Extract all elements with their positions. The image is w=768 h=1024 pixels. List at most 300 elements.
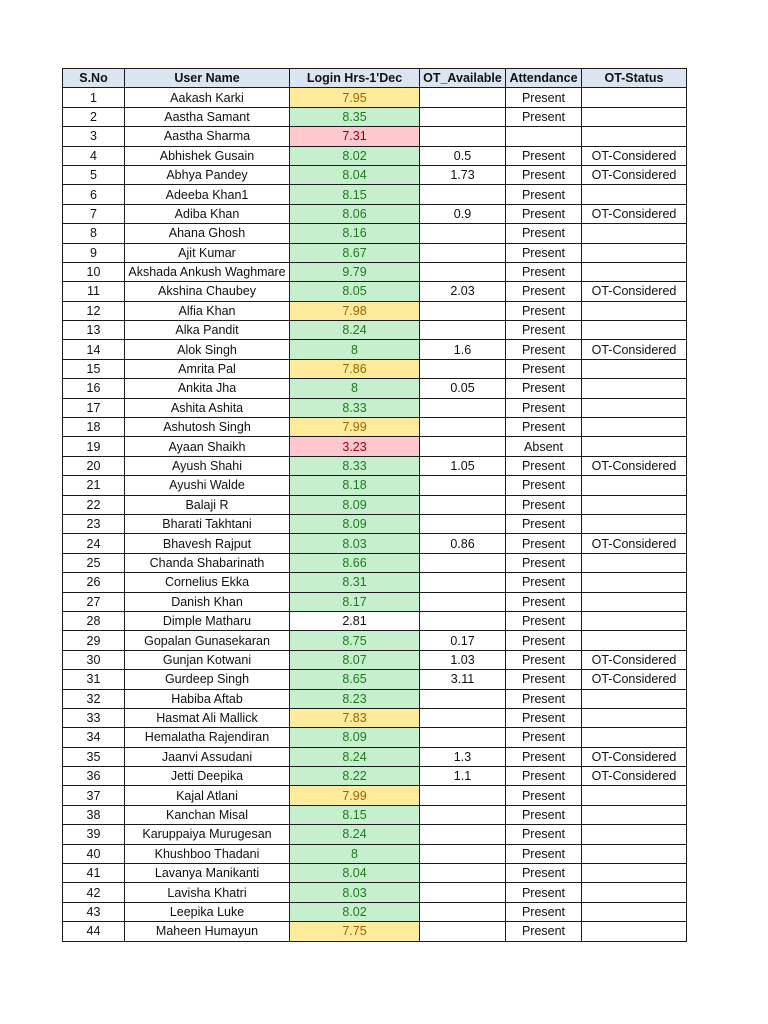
header-sno[interactable]: S.No <box>63 69 125 88</box>
table-row <box>63 611 687 630</box>
cell-user-name[interactable]: Ayaan Shaikh <box>125 437 290 456</box>
cell-ot-status[interactable] <box>582 418 687 437</box>
cell-ot-status[interactable]: OT-Considered <box>582 767 687 786</box>
cell-ot-available[interactable] <box>420 825 506 844</box>
cell-user-name[interactable]: Alka Pandit <box>125 321 290 340</box>
cell-sno[interactable]: 24 <box>63 534 125 553</box>
cell-sno[interactable]: 17 <box>63 398 125 417</box>
cell-user-name[interactable]: Ankita Jha <box>125 379 290 398</box>
cell-ot-available[interactable] <box>420 883 506 902</box>
cell-login-hrs[interactable]: 8.03 <box>290 534 420 553</box>
cell-user-name[interactable]: Adiba Khan <box>125 204 290 223</box>
cell-login-hrs[interactable]: 8.07 <box>290 650 420 669</box>
cell-attendance[interactable]: Present <box>506 379 582 398</box>
cell-ot-status[interactable] <box>582 553 687 572</box>
cell-ot-status[interactable]: OT-Considered <box>582 282 687 301</box>
cell-login-hrs[interactable]: 3.23 <box>290 437 420 456</box>
cell-user-name[interactable]: Kanchan Misal <box>125 805 290 824</box>
cell-attendance[interactable]: Present <box>506 146 582 165</box>
cell-ot-available[interactable] <box>420 495 506 514</box>
cell-ot-status[interactable] <box>582 689 687 708</box>
cell-ot-available[interactable] <box>420 418 506 437</box>
cell-ot-available[interactable] <box>420 243 506 262</box>
cell-sno[interactable]: 22 <box>63 495 125 514</box>
cell-login-hrs[interactable]: 8.24 <box>290 321 420 340</box>
table-row <box>63 185 687 204</box>
table-row <box>63 844 687 863</box>
cell-ot-available[interactable] <box>420 573 506 592</box>
cell-ot-available[interactable] <box>420 321 506 340</box>
cell-user-name[interactable]: Lavanya Manikanti <box>125 864 290 883</box>
table-row <box>63 670 687 689</box>
header-ot-available[interactable]: OT_Available <box>420 69 506 88</box>
cell-ot-available[interactable] <box>420 398 506 417</box>
cell-ot-available[interactable] <box>420 514 506 533</box>
cell-sno[interactable]: 1 <box>63 88 125 107</box>
cell-login-hrs[interactable]: 9.79 <box>290 262 420 281</box>
cell-user-name[interactable]: Ayushi Walde <box>125 476 290 495</box>
cell-ot-available[interactable]: 2.03 <box>420 282 506 301</box>
cell-sno[interactable]: 25 <box>63 553 125 572</box>
cell-ot-available[interactable]: 1.73 <box>420 165 506 184</box>
cell-ot-available[interactable]: 0.05 <box>420 379 506 398</box>
cell-sno[interactable]: 7 <box>63 204 125 223</box>
table-row <box>63 708 687 727</box>
cell-ot-available[interactable] <box>420 689 506 708</box>
cell-sno[interactable]: 12 <box>63 301 125 320</box>
cell-login-hrs[interactable]: 8.04 <box>290 165 420 184</box>
cell-attendance[interactable]: Present <box>506 553 582 572</box>
cell-sno[interactable]: 11 <box>63 282 125 301</box>
cell-attendance[interactable]: Present <box>506 728 582 747</box>
cell-user-name[interactable]: Abhya Pandey <box>125 165 290 184</box>
cell-login-hrs[interactable]: 8.06 <box>290 204 420 223</box>
table-row <box>63 262 687 281</box>
table-row <box>63 321 687 340</box>
cell-ot-available[interactable] <box>420 224 506 243</box>
cell-sno[interactable]: 39 <box>63 825 125 844</box>
cell-ot-status[interactable]: OT-Considered <box>582 456 687 475</box>
cell-login-hrs[interactable]: 8.35 <box>290 107 420 126</box>
cell-attendance[interactable]: Present <box>506 476 582 495</box>
cell-login-hrs[interactable]: 8.03 <box>290 883 420 902</box>
cell-attendance[interactable]: Present <box>506 864 582 883</box>
cell-ot-status[interactable] <box>582 844 687 863</box>
cell-user-name[interactable]: Danish Khan <box>125 592 290 611</box>
cell-ot-status[interactable] <box>582 883 687 902</box>
cell-sno[interactable]: 20 <box>63 456 125 475</box>
cell-user-name[interactable]: Amrita Pal <box>125 359 290 378</box>
cell-login-hrs[interactable]: 7.86 <box>290 359 420 378</box>
cell-login-hrs[interactable]: 8 <box>290 340 420 359</box>
cell-sno[interactable]: 10 <box>63 262 125 281</box>
cell-ot-available[interactable] <box>420 611 506 630</box>
cell-ot-available[interactable]: 1.1 <box>420 767 506 786</box>
cell-attendance[interactable]: Present <box>506 340 582 359</box>
cell-login-hrs[interactable]: 8.16 <box>290 224 420 243</box>
cell-ot-available[interactable] <box>420 708 506 727</box>
cell-user-name[interactable]: Aastha Samant <box>125 107 290 126</box>
cell-attendance[interactable]: Present <box>506 418 582 437</box>
cell-sno[interactable]: 18 <box>63 418 125 437</box>
table-row <box>63 437 687 456</box>
cell-attendance[interactable]: Present <box>506 650 582 669</box>
cell-ot-available[interactable]: 0.9 <box>420 204 506 223</box>
cell-login-hrs[interactable]: 7.99 <box>290 418 420 437</box>
cell-login-hrs[interactable]: 7.75 <box>290 922 420 941</box>
cell-ot-available[interactable] <box>420 864 506 883</box>
cell-sno[interactable]: 15 <box>63 359 125 378</box>
cell-sno[interactable]: 13 <box>63 321 125 340</box>
cell-login-hrs[interactable]: 2.81 <box>290 611 420 630</box>
cell-attendance[interactable]: Present <box>506 359 582 378</box>
cell-user-name[interactable]: Habiba Aftab <box>125 689 290 708</box>
cell-sno[interactable]: 8 <box>63 224 125 243</box>
cell-user-name[interactable]: Hemalatha Rajendiran <box>125 728 290 747</box>
cell-login-hrs[interactable]: 8.09 <box>290 495 420 514</box>
cell-attendance[interactable]: Present <box>506 514 582 533</box>
cell-ot-status[interactable]: OT-Considered <box>582 747 687 766</box>
cell-ot-status[interactable] <box>582 437 687 456</box>
table-row <box>63 902 687 921</box>
cell-attendance[interactable]: Present <box>506 689 582 708</box>
cell-login-hrs[interactable]: 8 <box>290 844 420 863</box>
header-login-hrs[interactable]: Login Hrs-1'Dec <box>290 69 420 88</box>
cell-attendance[interactable]: Absent <box>506 437 582 456</box>
table-row <box>63 728 687 747</box>
cell-ot-available[interactable]: 0.86 <box>420 534 506 553</box>
header-ot-status[interactable]: OT-Status <box>582 69 687 88</box>
table-row <box>63 825 687 844</box>
attendance-table <box>62 68 687 942</box>
table-row <box>63 514 687 533</box>
cell-login-hrs[interactable]: 7.31 <box>290 127 420 146</box>
cell-user-name[interactable]: Ahana Ghosh <box>125 224 290 243</box>
cell-ot-available[interactable] <box>420 592 506 611</box>
cell-user-name[interactable]: Gopalan Gunasekaran <box>125 631 290 650</box>
cell-sno[interactable]: 9 <box>63 243 125 262</box>
table-row <box>63 146 687 165</box>
cell-login-hrs[interactable]: 8.24 <box>290 747 420 766</box>
table-row <box>63 359 687 378</box>
cell-ot-available[interactable] <box>420 728 506 747</box>
cell-sno[interactable]: 38 <box>63 805 125 824</box>
cell-login-hrs[interactable]: 8.67 <box>290 243 420 262</box>
cell-attendance[interactable]: Present <box>506 708 582 727</box>
cell-login-hrs[interactable]: 8.22 <box>290 767 420 786</box>
cell-ot-status[interactable] <box>582 359 687 378</box>
cell-ot-available[interactable]: 3.11 <box>420 670 506 689</box>
cell-ot-status[interactable] <box>582 321 687 340</box>
table-row <box>63 476 687 495</box>
cell-login-hrs[interactable]: 8.17 <box>290 592 420 611</box>
table-row <box>63 107 687 126</box>
cell-user-name[interactable]: Leepika Luke <box>125 902 290 921</box>
cell-ot-status[interactable] <box>582 728 687 747</box>
cell-ot-status[interactable] <box>582 631 687 650</box>
cell-ot-status[interactable] <box>582 592 687 611</box>
table-row <box>63 553 687 572</box>
cell-ot-status[interactable] <box>582 825 687 844</box>
cell-ot-status[interactable] <box>582 805 687 824</box>
cell-ot-available[interactable] <box>420 922 506 941</box>
cell-sno[interactable]: 30 <box>63 650 125 669</box>
cell-ot-status[interactable]: OT-Considered <box>582 165 687 184</box>
cell-ot-status[interactable]: OT-Considered <box>582 650 687 669</box>
cell-ot-available[interactable] <box>420 902 506 921</box>
cell-ot-status[interactable]: OT-Considered <box>582 204 687 223</box>
cell-attendance[interactable]: Present <box>506 262 582 281</box>
cell-ot-available[interactable] <box>420 553 506 572</box>
cell-sno[interactable]: 26 <box>63 573 125 592</box>
table-row <box>63 243 687 262</box>
cell-login-hrs[interactable]: 8.24 <box>290 825 420 844</box>
cell-sno[interactable]: 19 <box>63 437 125 456</box>
cell-login-hrs[interactable]: 8.02 <box>290 146 420 165</box>
cell-ot-status[interactable] <box>582 786 687 805</box>
table-row <box>63 398 687 417</box>
table-row <box>63 204 687 223</box>
cell-ot-available[interactable] <box>420 107 506 126</box>
cell-ot-status[interactable]: OT-Considered <box>582 146 687 165</box>
cell-attendance[interactable]: Present <box>506 224 582 243</box>
cell-attendance[interactable]: Present <box>506 631 582 650</box>
cell-user-name[interactable]: Dimple Matharu <box>125 611 290 630</box>
table-row <box>63 165 687 184</box>
cell-ot-available[interactable] <box>420 88 506 107</box>
cell-attendance[interactable]: Present <box>506 670 582 689</box>
cell-ot-available[interactable] <box>420 476 506 495</box>
cell-user-name[interactable]: Ajit Kumar <box>125 243 290 262</box>
cell-attendance[interactable]: Present <box>506 301 582 320</box>
cell-user-name[interactable]: Aakash Karki <box>125 88 290 107</box>
cell-ot-available[interactable] <box>420 185 506 204</box>
cell-attendance[interactable]: Present <box>506 243 582 262</box>
cell-attendance[interactable]: Present <box>506 611 582 630</box>
cell-attendance[interactable]: Present <box>506 592 582 611</box>
cell-ot-status[interactable]: OT-Considered <box>582 534 687 553</box>
cell-ot-status[interactable] <box>582 127 687 146</box>
cell-login-hrs[interactable]: 8.02 <box>290 902 420 921</box>
cell-ot-status[interactable] <box>582 708 687 727</box>
cell-attendance[interactable]: Present <box>506 902 582 921</box>
cell-attendance[interactable]: Present <box>506 495 582 514</box>
cell-attendance[interactable]: Present <box>506 844 582 863</box>
cell-ot-status[interactable] <box>582 88 687 107</box>
cell-ot-available[interactable] <box>420 127 506 146</box>
cell-attendance[interactable]: Present <box>506 883 582 902</box>
cell-ot-status[interactable] <box>582 301 687 320</box>
cell-login-hrs[interactable]: 8.75 <box>290 631 420 650</box>
cell-login-hrs[interactable]: 8 <box>290 379 420 398</box>
cell-attendance[interactable]: Present <box>506 165 582 184</box>
cell-sno[interactable]: 14 <box>63 340 125 359</box>
cell-login-hrs[interactable]: 7.83 <box>290 708 420 727</box>
cell-sno[interactable]: 36 <box>63 767 125 786</box>
cell-ot-available[interactable] <box>420 786 506 805</box>
cell-sno[interactable]: 28 <box>63 611 125 630</box>
cell-ot-available[interactable]: 1.05 <box>420 456 506 475</box>
cell-ot-available[interactable]: 0.5 <box>420 146 506 165</box>
cell-attendance[interactable]: Present <box>506 204 582 223</box>
cell-ot-status[interactable] <box>582 476 687 495</box>
cell-attendance[interactable]: Present <box>506 573 582 592</box>
header-attendance[interactable]: Attendance <box>506 69 582 88</box>
cell-attendance[interactable]: Present <box>506 922 582 941</box>
cell-attendance[interactable]: Present <box>506 107 582 126</box>
cell-ot-available[interactable]: 1.3 <box>420 747 506 766</box>
cell-login-hrs[interactable]: 8.33 <box>290 398 420 417</box>
cell-login-hrs[interactable]: 7.98 <box>290 301 420 320</box>
cell-sno[interactable]: 37 <box>63 786 125 805</box>
cell-sno[interactable]: 4 <box>63 146 125 165</box>
cell-ot-status[interactable] <box>582 185 687 204</box>
cell-ot-status[interactable]: OT-Considered <box>582 340 687 359</box>
cell-user-name[interactable]: Khushboo Thadani <box>125 844 290 863</box>
cell-user-name[interactable]: Aastha Sharma <box>125 127 290 146</box>
cell-ot-available[interactable] <box>420 805 506 824</box>
cell-sno[interactable]: 2 <box>63 107 125 126</box>
table-row <box>63 689 687 708</box>
cell-attendance[interactable]: Present <box>506 767 582 786</box>
cell-user-name[interactable]: Jaanvi Assudani <box>125 747 290 766</box>
cell-login-hrs[interactable]: 7.99 <box>290 786 420 805</box>
cell-sno[interactable]: 16 <box>63 379 125 398</box>
cell-ot-status[interactable] <box>582 514 687 533</box>
cell-user-name[interactable]: Cornelius Ekka <box>125 573 290 592</box>
cell-user-name[interactable]: Bhavesh Rajput <box>125 534 290 553</box>
cell-sno[interactable]: 34 <box>63 728 125 747</box>
cell-user-name[interactable]: Abhishek Gusain <box>125 146 290 165</box>
cell-login-hrs[interactable]: 8.23 <box>290 689 420 708</box>
cell-ot-available[interactable] <box>420 844 506 863</box>
cell-sno[interactable]: 21 <box>63 476 125 495</box>
cell-ot-status[interactable] <box>582 262 687 281</box>
cell-login-hrs[interactable]: 8.09 <box>290 514 420 533</box>
table-row <box>63 650 687 669</box>
cell-user-name[interactable]: Akshina Chaubey <box>125 282 290 301</box>
cell-attendance[interactable]: Present <box>506 825 582 844</box>
cell-ot-status[interactable] <box>582 224 687 243</box>
cell-ot-status[interactable] <box>582 379 687 398</box>
cell-user-name[interactable]: Ashita Ashita <box>125 398 290 417</box>
cell-ot-status[interactable] <box>582 902 687 921</box>
cell-ot-status[interactable] <box>582 864 687 883</box>
cell-user-name[interactable]: Lavisha Khatri <box>125 883 290 902</box>
cell-attendance[interactable]: Present <box>506 185 582 204</box>
cell-user-name[interactable]: Hasmat Ali Mallick <box>125 708 290 727</box>
table-row <box>63 495 687 514</box>
cell-ot-available[interactable]: 0.17 <box>420 631 506 650</box>
cell-sno[interactable]: 33 <box>63 708 125 727</box>
cell-attendance[interactable]: Present <box>506 805 582 824</box>
cell-ot-status[interactable] <box>582 243 687 262</box>
cell-attendance[interactable]: Present <box>506 321 582 340</box>
cell-user-name[interactable]: Adeeba Khan1 <box>125 185 290 204</box>
cell-user-name[interactable]: Bharati Takhtani <box>125 514 290 533</box>
cell-user-name[interactable]: Balaji R <box>125 495 290 514</box>
cell-login-hrs[interactable]: 8.31 <box>290 573 420 592</box>
cell-ot-status[interactable] <box>582 398 687 417</box>
cell-attendance[interactable]: Present <box>506 282 582 301</box>
cell-sno[interactable]: 40 <box>63 844 125 863</box>
cell-attendance[interactable]: Present <box>506 786 582 805</box>
cell-ot-status[interactable] <box>582 107 687 126</box>
cell-ot-status[interactable]: OT-Considered <box>582 670 687 689</box>
cell-sno[interactable]: 44 <box>63 922 125 941</box>
cell-login-hrs[interactable]: 8.33 <box>290 456 420 475</box>
cell-user-name[interactable]: Gurdeep Singh <box>125 670 290 689</box>
cell-ot-status[interactable] <box>582 495 687 514</box>
cell-user-name[interactable]: Chanda Shabarinath <box>125 553 290 572</box>
cell-ot-available[interactable] <box>420 437 506 456</box>
cell-ot-available[interactable] <box>420 262 506 281</box>
cell-sno[interactable]: 42 <box>63 883 125 902</box>
cell-login-hrs[interactable]: 8.15 <box>290 805 420 824</box>
cell-ot-status[interactable] <box>582 573 687 592</box>
cell-login-hrs[interactable]: 8.15 <box>290 185 420 204</box>
cell-attendance[interactable]: Present <box>506 534 582 553</box>
cell-sno[interactable]: 29 <box>63 631 125 650</box>
cell-user-name[interactable]: Alfia Khan <box>125 301 290 320</box>
cell-user-name[interactable]: Akshada Ankush Waghmare <box>125 262 290 281</box>
cell-sno[interactable]: 43 <box>63 902 125 921</box>
cell-user-name[interactable]: Ashutosh Singh <box>125 418 290 437</box>
cell-sno[interactable]: 6 <box>63 185 125 204</box>
cell-user-name[interactable]: Jetti Deepika <box>125 767 290 786</box>
cell-attendance[interactable] <box>506 127 582 146</box>
cell-attendance[interactable]: Present <box>506 456 582 475</box>
cell-ot-available[interactable] <box>420 301 506 320</box>
cell-sno[interactable]: 27 <box>63 592 125 611</box>
cell-sno[interactable]: 5 <box>63 165 125 184</box>
cell-user-name[interactable]: Maheen Humayun <box>125 922 290 941</box>
cell-login-hrs[interactable]: 8.66 <box>290 553 420 572</box>
cell-ot-available[interactable] <box>420 359 506 378</box>
cell-user-name[interactable]: Gunjan Kotwani <box>125 650 290 669</box>
cell-login-hrs[interactable]: 8.09 <box>290 728 420 747</box>
cell-login-hrs[interactable]: 8.04 <box>290 864 420 883</box>
table-row <box>63 786 687 805</box>
cell-sno[interactable]: 23 <box>63 514 125 533</box>
cell-ot-status[interactable] <box>582 922 687 941</box>
table-header <box>63 69 687 88</box>
table-row <box>63 379 687 398</box>
cell-sno[interactable]: 32 <box>63 689 125 708</box>
table-row <box>63 573 687 592</box>
cell-sno[interactable]: 3 <box>63 127 125 146</box>
cell-login-hrs[interactable]: 7.95 <box>290 88 420 107</box>
table-row <box>63 88 687 107</box>
cell-attendance[interactable]: Present <box>506 398 582 417</box>
cell-user-name[interactable]: Ayush Shahi <box>125 456 290 475</box>
cell-sno[interactable]: 41 <box>63 864 125 883</box>
cell-attendance[interactable]: Present <box>506 88 582 107</box>
cell-user-name[interactable]: Karuppaiya Murugesan <box>125 825 290 844</box>
cell-sno[interactable]: 31 <box>63 670 125 689</box>
cell-user-name[interactable]: Alok Singh <box>125 340 290 359</box>
cell-attendance[interactable]: Present <box>506 747 582 766</box>
cell-login-hrs[interactable]: 8.05 <box>290 282 420 301</box>
cell-ot-status[interactable] <box>582 611 687 630</box>
header-user-name[interactable]: User Name <box>125 69 290 88</box>
cell-ot-available[interactable]: 1.03 <box>420 650 506 669</box>
cell-ot-available[interactable]: 1.6 <box>420 340 506 359</box>
cell-sno[interactable]: 35 <box>63 747 125 766</box>
cell-user-name[interactable]: Kajal Atlani <box>125 786 290 805</box>
cell-login-hrs[interactable]: 8.65 <box>290 670 420 689</box>
cell-login-hrs[interactable]: 8.18 <box>290 476 420 495</box>
